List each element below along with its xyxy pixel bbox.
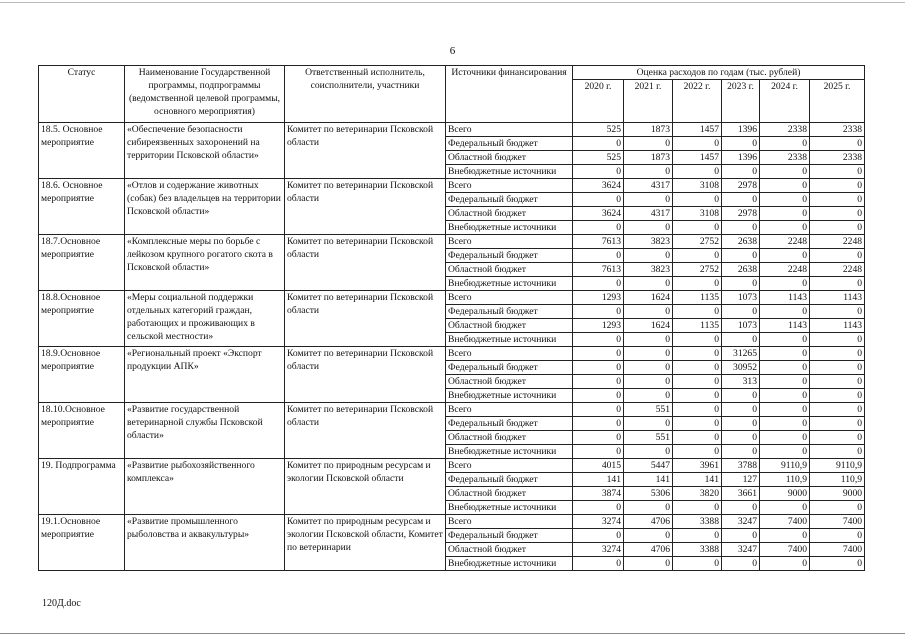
cell-value: 0 [722,221,760,235]
cell-name: «Развитие рыбохозяйственного комплекса» [125,459,285,515]
cell-value: 7613 [573,263,624,277]
table-row [39,459,865,473]
cell-name: «Региональный проект «Экспорт продукции АПК» [125,347,285,403]
cell-value: 0 [760,445,810,459]
cell-value: 0 [760,431,810,445]
cell-value: 0 [624,445,673,459]
cell-value: 2248 [810,235,865,249]
table-body [39,123,865,571]
cell-source: Областной бюджет [446,207,573,221]
cell-value: 0 [810,277,865,291]
cell-value: 0 [673,193,722,207]
cell-value: 0 [810,529,865,543]
cell-status: 18.8.Основное мероприятие [39,291,125,347]
cell-value: 3624 [573,207,624,221]
header-executor: Ответственный исполнитель, соисполнители, участники [285,66,446,123]
cell-value: 0 [760,221,810,235]
cell-value: 0 [624,333,673,347]
cell-value: 0 [810,193,865,207]
cell-value: 0 [810,207,865,221]
cell-value: 4706 [624,515,673,529]
bottom-border-line [0,633,905,634]
cell-value: 1073 [722,319,760,333]
cell-source: Всего [446,459,573,473]
cell-value: 0 [673,557,722,571]
cell-value: 0 [624,249,673,263]
cell-status: 18.5. Основное мероприятие [39,123,125,179]
cell-source: Всего [446,347,573,361]
cell-value: 3274 [573,543,624,557]
cell-value: 0 [673,445,722,459]
cell-value: 9110,9 [810,459,865,473]
cell-value: 3823 [624,235,673,249]
cell-value: 3247 [722,543,760,557]
cell-value: 4317 [624,207,673,221]
cell-value: 1143 [810,319,865,333]
cell-value: 0 [673,431,722,445]
cell-value: 1873 [624,123,673,137]
cell-value: 3823 [624,263,673,277]
cell-source: Всего [446,291,573,305]
cell-value: 1396 [722,123,760,137]
cell-value: 0 [624,557,673,571]
cell-value: 525 [573,123,624,137]
cell-value: 1293 [573,319,624,333]
footer-filename: 120Д.doc [42,598,81,609]
cell-value: 141 [673,473,722,487]
cell-value: 2638 [722,263,760,277]
cell-value: 0 [810,333,865,347]
cell-value: 0 [760,389,810,403]
cell-source: Областной бюджет [446,487,573,501]
cell-value: 7400 [810,515,865,529]
cell-value: 110,9 [810,473,865,487]
cell-source: Внебюджетные источники [446,277,573,291]
cell-name: «Развитие промышленного рыболовства и аквакультуры» [125,515,285,571]
cell-value: 0 [673,305,722,319]
cell-name: «Развитие государственной ветеринарной службы Псковской области» [125,403,285,459]
cell-value: 0 [573,445,624,459]
cell-value: 0 [573,333,624,347]
table-row [39,347,865,361]
cell-value: 0 [673,375,722,389]
cell-value: 141 [573,473,624,487]
table-row [39,515,865,529]
cell-value: 0 [760,179,810,193]
cell-value: 0 [760,333,810,347]
cell-value: 0 [722,403,760,417]
cell-value: 0 [624,193,673,207]
cell-status: 19.1.Основное мероприятие [39,515,125,571]
cell-value: 0 [760,137,810,151]
header-year: 2024 г. [760,80,810,123]
cell-value: 0 [673,333,722,347]
header-estimate: Оценка расходов по годам (тыс. рублей) [573,66,865,80]
cell-value: 0 [573,431,624,445]
cell-value: 0 [624,277,673,291]
cell-source: Всего [446,235,573,249]
cell-source: Федеральный бюджет [446,249,573,263]
cell-source: Федеральный бюджет [446,529,573,543]
cell-value: 0 [624,417,673,431]
cell-value: 0 [810,165,865,179]
cell-value: 0 [573,557,624,571]
cell-value: 1135 [673,291,722,305]
cell-status: 18.9.Основное мероприятие [39,347,125,403]
cell-value: 2248 [760,235,810,249]
table-row [39,403,865,417]
cell-value: 0 [624,529,673,543]
cell-source: Областной бюджет [446,319,573,333]
cell-source: Внебюджетные источники [446,445,573,459]
cell-value: 0 [573,221,624,235]
cell-value: 1143 [810,291,865,305]
top-border-line [0,2,905,3]
cell-value: 0 [624,347,673,361]
cell-value: 3388 [673,543,722,557]
cell-value: 0 [760,347,810,361]
cell-value: 0 [624,305,673,319]
cell-source: Внебюджетные источники [446,557,573,571]
cell-value: 0 [722,249,760,263]
cell-source: Всего [446,515,573,529]
cell-value: 0 [760,207,810,221]
cell-value: 0 [722,389,760,403]
cell-value: 0 [810,305,865,319]
cell-executor: Комитет по ветеринарии Псковской области [285,179,446,235]
cell-value: 0 [760,557,810,571]
cell-value: 0 [673,417,722,431]
cell-source: Всего [446,123,573,137]
cell-value: 141 [624,473,673,487]
cell-value: 2752 [673,235,722,249]
cell-value: 7400 [760,515,810,529]
cell-value: 2978 [722,179,760,193]
cell-value: 0 [673,389,722,403]
cell-source: Областной бюджет [446,375,573,389]
cell-value: 0 [810,431,865,445]
cell-value: 0 [810,557,865,571]
header-name: Наименование Государственной программы, подпрограммы (ведомственной целевой программы, основного мероприятия) [125,66,285,123]
cell-value: 4706 [624,543,673,557]
cell-value: 313 [722,375,760,389]
cell-value: 2338 [760,123,810,137]
cell-value: 0 [673,277,722,291]
table-row [39,123,865,137]
cell-value: 4015 [573,459,624,473]
cell-executor: Комитет по ветеринарии Псковской области [285,123,446,179]
cell-value: 0 [760,361,810,375]
cell-value: 3820 [673,487,722,501]
header-year: 2023 г. [722,80,760,123]
cell-value: 3661 [722,487,760,501]
cell-value: 0 [810,417,865,431]
page-number: 6 [449,45,456,57]
cell-value: 0 [810,249,865,263]
header-year: 2022 г. [673,80,722,123]
cell-value: 2338 [760,151,810,165]
cell-value: 0 [673,347,722,361]
cell-source: Всего [446,403,573,417]
cell-source: Федеральный бюджет [446,473,573,487]
table-row [39,179,865,193]
cell-value: 1457 [673,151,722,165]
cell-value: 9000 [810,487,865,501]
cell-value: 1073 [722,291,760,305]
cell-value: 0 [760,529,810,543]
cell-source: Областной бюджет [446,151,573,165]
cell-value: 4317 [624,179,673,193]
cell-value: 551 [624,431,673,445]
cell-value: 0 [810,137,865,151]
cell-value: 0 [624,137,673,151]
cell-value: 2638 [722,235,760,249]
cell-value: 127 [722,473,760,487]
cell-value: 3388 [673,515,722,529]
cell-value: 0 [810,375,865,389]
cell-value: 0 [673,249,722,263]
cell-value: 0 [624,221,673,235]
cell-value: 0 [760,193,810,207]
cell-value: 1143 [760,319,810,333]
cell-name: «Отлов и содержание животных (собак) без владельцев на территории Псковской области» [125,179,285,235]
cell-value: 2248 [810,263,865,277]
cell-value: 1143 [760,291,810,305]
cell-value: 0 [810,361,865,375]
cell-value: 0 [760,165,810,179]
cell-value: 5447 [624,459,673,473]
cell-value: 0 [722,431,760,445]
cell-value: 0 [673,501,722,515]
cell-value: 1135 [673,319,722,333]
cell-value: 0 [573,529,624,543]
cell-source: Внебюджетные источники [446,221,573,235]
cell-value: 0 [810,347,865,361]
cell-source: Внебюджетные источники [446,501,573,515]
cell-value: 0 [722,277,760,291]
cell-status: 18.7.Основное мероприятие [39,235,125,291]
header-status: Статус [39,66,125,123]
cell-value: 1624 [624,291,673,305]
cell-name: «Меры социальной поддержки отдельных категорий граждан, работающих и проживающих в сельской местности» [125,291,285,347]
cell-executor: Комитет по природным ресурсам и экологии Псковской области [285,459,446,515]
cell-value: 0 [760,375,810,389]
cell-value: 1396 [722,151,760,165]
cell-value: 0 [760,403,810,417]
cell-value: 30952 [722,361,760,375]
cell-value: 0 [760,417,810,431]
cell-value: 0 [673,165,722,179]
cell-value: 1624 [624,319,673,333]
cell-value: 0 [810,445,865,459]
cell-value: 0 [573,417,624,431]
cell-value: 0 [722,305,760,319]
cell-value: 0 [673,403,722,417]
cell-value: 0 [624,375,673,389]
cell-value: 0 [722,417,760,431]
cell-source: Федеральный бюджет [446,305,573,319]
cell-source: Внебюджетные источники [446,333,573,347]
table-row [39,235,865,249]
cell-value: 2978 [722,207,760,221]
cell-value: 0 [760,501,810,515]
cell-value: 3274 [573,515,624,529]
cell-executor: Комитет по ветеринарии Псковской области [285,291,446,347]
cell-value: 0 [722,165,760,179]
cell-value: 0 [573,375,624,389]
cell-value: 0 [722,501,760,515]
cell-value: 0 [760,277,810,291]
cell-value: 0 [722,445,760,459]
cell-name: «Обеспечение безопасности сибиреязвенных захоронений на территории Псковской области» [125,123,285,179]
cell-value: 0 [573,347,624,361]
cell-source: Внебюджетные источники [446,389,573,403]
cell-value: 0 [722,557,760,571]
cell-value: 0 [673,137,722,151]
cell-value: 0 [624,165,673,179]
cell-source: Федеральный бюджет [446,193,573,207]
cell-value: 0 [810,389,865,403]
cell-value: 1873 [624,151,673,165]
cell-value: 0 [624,501,673,515]
cell-value: 0 [573,403,624,417]
cell-value: 3874 [573,487,624,501]
cell-value: 3788 [722,459,760,473]
cell-status: 19. Подпрограмма [39,459,125,515]
cell-executor: Комитет по ветеринарии Псковской области [285,347,446,403]
cell-value: 0 [573,277,624,291]
cell-value: 0 [573,361,624,375]
cell-status: 18.10.Основное мероприятие [39,403,125,459]
cell-value: 0 [573,137,624,151]
cell-source: Федеральный бюджет [446,417,573,431]
cell-value: 31265 [722,347,760,361]
cell-value: 0 [573,501,624,515]
cell-source: Областной бюджет [446,263,573,277]
cell-value: 0 [810,501,865,515]
cell-value: 0 [673,221,722,235]
cell-executor: Комитет по ветеринарии Псковской области [285,403,446,459]
header-row [39,66,865,80]
cell-value: 0 [573,193,624,207]
header-year: 2020 г. [573,80,624,123]
cell-value: 0 [573,389,624,403]
cell-value: 525 [573,151,624,165]
cell-source: Федеральный бюджет [446,137,573,151]
header-year: 2021 г. [624,80,673,123]
cell-value: 0 [722,529,760,543]
cell-value: 0 [722,137,760,151]
cell-source: Областной бюджет [446,431,573,445]
cell-value: 0 [810,403,865,417]
cell-source: Областной бюджет [446,543,573,557]
cell-value: 0 [673,361,722,375]
cell-value: 7613 [573,235,624,249]
cell-value: 0 [573,305,624,319]
cell-value: 2248 [760,263,810,277]
cell-executor: Комитет по ветеринарии Псковской области [285,235,446,291]
cell-status: 18.6. Основное мероприятие [39,179,125,235]
cell-value: 9110,9 [760,459,810,473]
cell-value: 2338 [810,123,865,137]
cell-value: 0 [810,221,865,235]
cell-value: 3108 [673,207,722,221]
header-year: 2025 г. [810,80,865,123]
cell-value: 0 [573,165,624,179]
cell-source: Федеральный бюджет [446,361,573,375]
cell-value: 0 [722,333,760,347]
cell-value: 0 [760,249,810,263]
cell-value: 1457 [673,123,722,137]
cell-value: 110,9 [760,473,810,487]
cell-value: 0 [624,361,673,375]
cell-value: 551 [624,403,673,417]
cell-value: 3624 [573,179,624,193]
cell-value: 9000 [760,487,810,501]
cell-value: 3247 [722,515,760,529]
cell-value: 2752 [673,263,722,277]
cell-value: 2338 [810,151,865,165]
cell-value: 3108 [673,179,722,193]
cell-value: 0 [624,389,673,403]
cell-value: 7400 [810,543,865,557]
cell-name: «Комплексные меры по борьбе с лейкозом крупного рогатого скота в Псковской области» [125,235,285,291]
cell-value: 0 [573,249,624,263]
cell-value: 0 [722,193,760,207]
header-sources: Источники финансирования [446,66,573,123]
table-row [39,291,865,305]
cell-value: 0 [760,305,810,319]
cell-value: 0 [810,179,865,193]
cell-source: Всего [446,179,573,193]
cell-value: 5306 [624,487,673,501]
cell-executor: Комитет по природным ресурсам и экологии Псковской области, Комитет по ветеринарии [285,515,446,571]
cell-value: 0 [673,529,722,543]
cell-value: 7400 [760,543,810,557]
cell-value: 1293 [573,291,624,305]
cell-source: Внебюджетные источники [446,165,573,179]
cell-value: 3961 [673,459,722,473]
expenditure-table [38,65,865,571]
